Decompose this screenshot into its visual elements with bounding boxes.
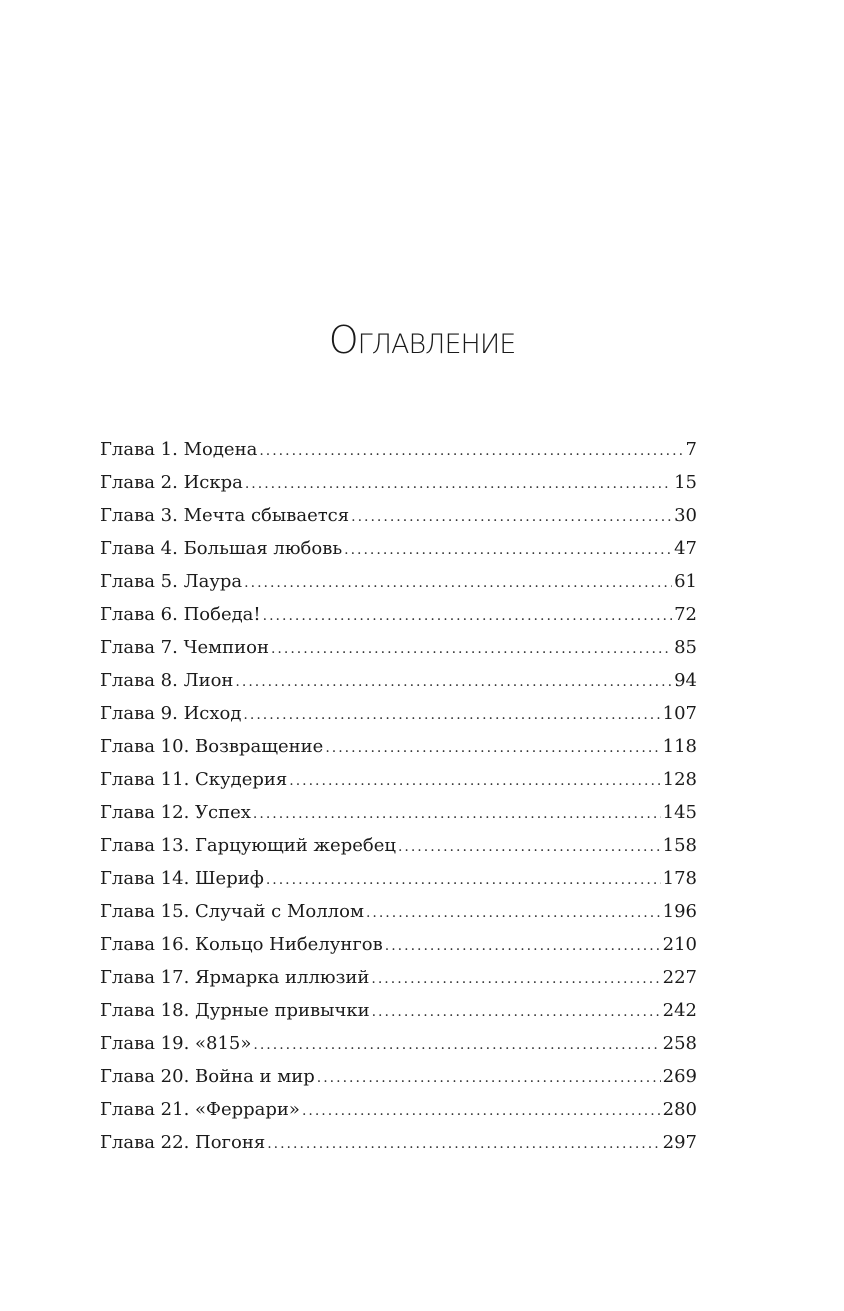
toc-entry[interactable] — [100, 532, 697, 565]
toc-page-number: 258 — [662, 1033, 697, 1054]
toc-dot-leader — [385, 930, 661, 963]
toc-page-number: 61 — [674, 571, 697, 592]
toc-entry-title: Глава 11. Скудерия — [100, 769, 288, 790]
toc-entry-title: Глава 16. Кольцо Нибелунгов — [100, 934, 383, 955]
toc-dot-leader — [253, 1029, 660, 1062]
toc-dot-leader — [244, 567, 672, 600]
toc-entry[interactable] — [100, 433, 697, 466]
toc-entry-title: Глава 18. Дурные привычки — [100, 1000, 370, 1021]
toc-entry[interactable] — [100, 499, 697, 532]
toc-page-number: 158 — [662, 835, 697, 856]
toc-entry[interactable] — [100, 961, 697, 994]
toc-dot-leader — [271, 633, 672, 666]
toc-page-number: 210 — [662, 934, 697, 955]
page-title — [0, 318, 844, 362]
toc-entry-title: Глава 12. Успех — [100, 802, 251, 823]
toc-entry-title: Глава 1. Модена — [100, 439, 258, 460]
toc-entry[interactable] — [100, 829, 697, 862]
toc-entry[interactable] — [100, 697, 697, 730]
toc-dot-leader — [243, 699, 660, 732]
toc-entry-title: Глава 6. Победа! — [100, 604, 261, 625]
toc-entry-title: Глава 2. Искра — [100, 472, 243, 493]
toc-page-number: 7 — [685, 439, 697, 460]
toc-entry-title: Глава 9. Исход — [100, 703, 242, 724]
toc-entry-title: Глава 4. Большая любовь — [100, 538, 343, 559]
toc-dot-leader — [372, 996, 661, 1029]
toc-entry[interactable] — [100, 598, 697, 631]
toc-page-number: 15 — [674, 472, 697, 493]
toc-dot-leader — [398, 831, 661, 864]
toc-entry[interactable] — [100, 1126, 697, 1159]
toc-entry-title: Глава 22. Погоня — [100, 1132, 266, 1153]
toc-entry[interactable] — [100, 565, 697, 598]
page-title-initial: О — [328, 318, 358, 362]
toc-page-number: 227 — [662, 967, 697, 988]
toc-entry-title: Глава 7. Чемпион — [100, 637, 269, 658]
toc-page-number: 85 — [674, 637, 697, 658]
toc-page-number: 269 — [662, 1066, 697, 1087]
toc-page-number: 94 — [674, 670, 697, 691]
toc-page-number: 145 — [662, 802, 697, 823]
toc-dot-leader — [325, 732, 660, 765]
toc-dot-leader — [344, 534, 672, 567]
toc-dot-leader — [245, 468, 672, 501]
toc-dot-leader — [235, 666, 672, 699]
toc-page-number: 72 — [674, 604, 697, 625]
toc-entry[interactable] — [100, 895, 697, 928]
toc-dot-leader — [253, 798, 661, 831]
toc-page-number: 280 — [662, 1099, 697, 1120]
toc-entry[interactable] — [100, 631, 697, 664]
page-title-rest: ГЛАВЛЕНИЕ — [357, 329, 516, 360]
toc-page-number: 178 — [662, 868, 697, 889]
toc-entry[interactable] — [100, 862, 697, 895]
toc-entry-title: Глава 19. «815» — [100, 1033, 252, 1054]
toc-entry[interactable] — [100, 994, 697, 1027]
toc-entry[interactable] — [100, 763, 697, 796]
toc-dot-leader — [302, 1095, 661, 1128]
toc-entry-title: Глава 10. Возвращение — [100, 736, 324, 757]
toc-entry[interactable] — [100, 928, 697, 961]
toc-dot-leader — [263, 600, 672, 633]
toc-entry-title: Глава 20. Война и мир — [100, 1066, 315, 1087]
toc-page-number: 196 — [662, 901, 697, 922]
toc-entry-title: Глава 17. Ярмарка иллюзий — [100, 967, 370, 988]
toc-entry-title: Глава 14. Шериф — [100, 868, 264, 889]
toc-entry[interactable] — [100, 1027, 697, 1060]
toc-dot-leader — [366, 897, 661, 930]
toc-dot-leader — [317, 1062, 661, 1095]
toc-entry-title: Глава 21. «Феррари» — [100, 1099, 300, 1120]
toc-entry[interactable] — [100, 664, 697, 697]
toc-dot-leader — [266, 864, 661, 897]
toc-dot-leader — [289, 765, 660, 798]
toc-entry[interactable] — [100, 730, 697, 763]
toc-page-number: 30 — [674, 505, 697, 526]
toc-dot-leader — [259, 435, 683, 468]
toc-entry[interactable] — [100, 1093, 697, 1126]
toc-entry[interactable] — [100, 796, 697, 829]
toc-entry-title: Глава 3. Мечта сбывается — [100, 505, 350, 526]
toc-page-number: 47 — [674, 538, 697, 559]
toc-dot-leader — [371, 963, 660, 996]
toc-entry-title: Глава 8. Лион — [100, 670, 234, 691]
toc-entry-title: Глава 15. Случай с Моллом — [100, 901, 364, 922]
toc-page-number: 107 — [662, 703, 697, 724]
table-of-contents — [100, 433, 697, 1159]
toc-entry[interactable] — [100, 466, 697, 499]
toc-entry[interactable] — [100, 1060, 697, 1093]
toc-entry-title: Глава 5. Лаура — [100, 571, 243, 592]
toc-page-number: 128 — [662, 769, 697, 790]
toc-dot-leader — [351, 501, 672, 534]
toc-page-number: 297 — [662, 1132, 697, 1153]
toc-entry-title: Глава 13. Гарцующий жеребец — [100, 835, 396, 856]
toc-page-number: 118 — [662, 736, 697, 757]
toc-dot-leader — [267, 1128, 660, 1161]
toc-page-number: 242 — [662, 1000, 697, 1021]
